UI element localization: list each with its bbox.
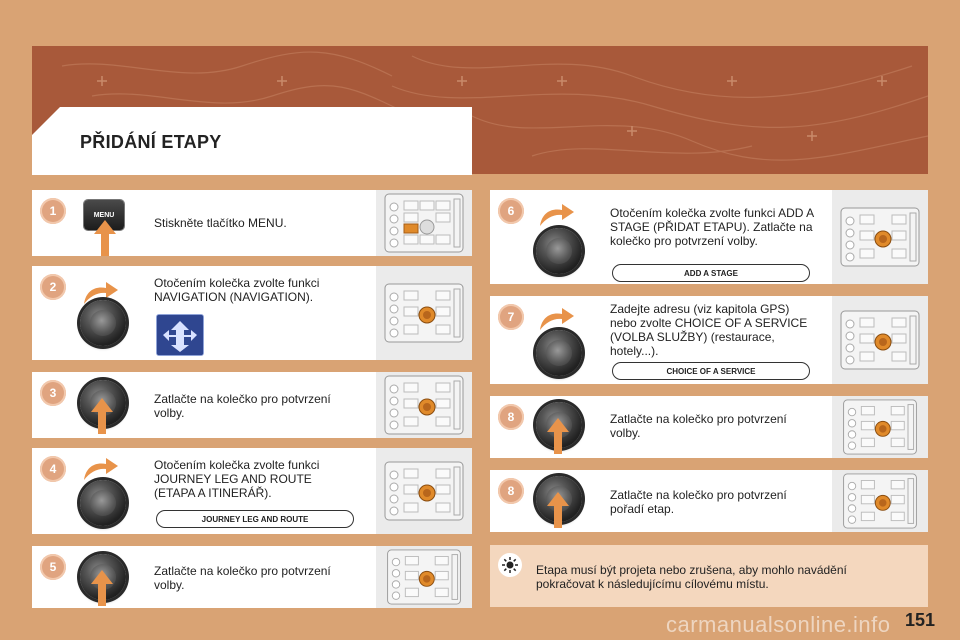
rotate-arrow-icon [538, 306, 574, 330]
radio-panel-icon [384, 549, 464, 605]
step-8-confirm [490, 396, 928, 458]
step-text: Zatlačte na kolečko pro potvrzení volby. [610, 412, 787, 440]
step-text: Zatlačte na kolečko pro potvrzení volby. [154, 392, 331, 420]
radio-panel-icon [384, 193, 464, 253]
step-6 [490, 190, 928, 284]
page-number: 151 [905, 610, 936, 630]
step-text: Otočením kolečka zvolte funkci ADD A STAGE (PŘIDAT ETAPU). Zatlačte na kolečko pro potvrzení volby. [610, 206, 815, 248]
title-corner [32, 107, 60, 135]
control-knob [80, 300, 126, 346]
menu-button-illustration: MENU [84, 200, 124, 230]
step-1 [32, 190, 472, 256]
info-note [490, 545, 928, 607]
step-5 [32, 546, 472, 608]
menu-option-pill: JOURNEY LEG AND ROUTE [156, 510, 354, 528]
step-4 [32, 448, 472, 534]
navigation-icon [156, 314, 204, 356]
step-text: Stiskněte tlačítko MENU. [154, 216, 287, 230]
radio-panel-icon [840, 399, 920, 455]
radio-unit-illustration [832, 470, 928, 532]
rotate-arrow-icon [82, 456, 118, 480]
menu-option-pill: CHOICE OF A SERVICE [612, 362, 810, 380]
radio-panel-icon [840, 207, 920, 267]
radio-unit-illustration [376, 448, 472, 534]
watermark: carmanualsonline.info [666, 612, 891, 637]
radio-unit-illustration [376, 546, 472, 608]
push-arrow-icon [547, 492, 569, 528]
step-3 [32, 372, 472, 438]
step-2 [32, 266, 472, 360]
step-number: 1 [40, 198, 66, 224]
push-arrow-icon [94, 220, 116, 256]
menu-option-pill: ADD A STAGE [612, 264, 810, 282]
control-knob [536, 228, 582, 274]
push-arrow-icon [91, 570, 113, 606]
step-number: 2 [40, 274, 66, 300]
step-text: Zadejte adresu (viz kapitola GPS) nebo zvolte CHOICE OF A SERVICE (VOLBA SLUŽBY) (restaurace, hotely...). [610, 302, 808, 358]
step-number: 6 [498, 198, 524, 224]
control-knob [536, 330, 582, 376]
rotate-arrow-icon [538, 202, 574, 226]
step-number: 3 [40, 380, 66, 406]
radio-panel-icon [384, 283, 464, 343]
step-text: Zatlačte na kolečko pro potvrzení volby. [154, 564, 331, 592]
step-8-order [490, 470, 928, 532]
step-text: Zatlačte na kolečko pro potvrzení pořadí etap. [610, 488, 787, 516]
step-number: 5 [40, 554, 66, 580]
page-title: PŘIDÁNÍ ETAPY [80, 132, 222, 152]
radio-panel-icon [384, 461, 464, 521]
radio-panel-icon [384, 375, 464, 435]
step-number: 7 [498, 304, 524, 330]
radio-unit-illustration [832, 296, 928, 384]
step-number: 8 [498, 404, 524, 430]
tip-sun-icon [498, 553, 522, 577]
step-number: 8 [498, 478, 524, 504]
step-number: 4 [40, 456, 66, 482]
radio-unit-illustration [832, 396, 928, 458]
radio-unit-illustration [376, 372, 472, 438]
step-7 [490, 296, 928, 384]
radio-unit-illustration [832, 190, 928, 284]
radio-panel-icon [840, 473, 920, 529]
radio-unit-illustration [376, 190, 472, 256]
step-text: Otočením kolečka zvolte funkci JOURNEY LEG AND ROUTE (ETAPA A ITINERÁŘ). [154, 458, 320, 500]
push-arrow-icon [91, 398, 113, 434]
radio-unit-illustration [376, 266, 472, 360]
step-text: Otočením kolečka zvolte funkci NAVIGATION (NAVIGATION). [154, 276, 320, 304]
control-knob [80, 480, 126, 526]
push-arrow-icon [547, 418, 569, 454]
radio-panel-icon [840, 310, 920, 370]
note-text: Etapa musí být projeta nebo zrušena, aby mohlo navádění pokračovat k následujícímu cílovému místu. [536, 563, 847, 591]
